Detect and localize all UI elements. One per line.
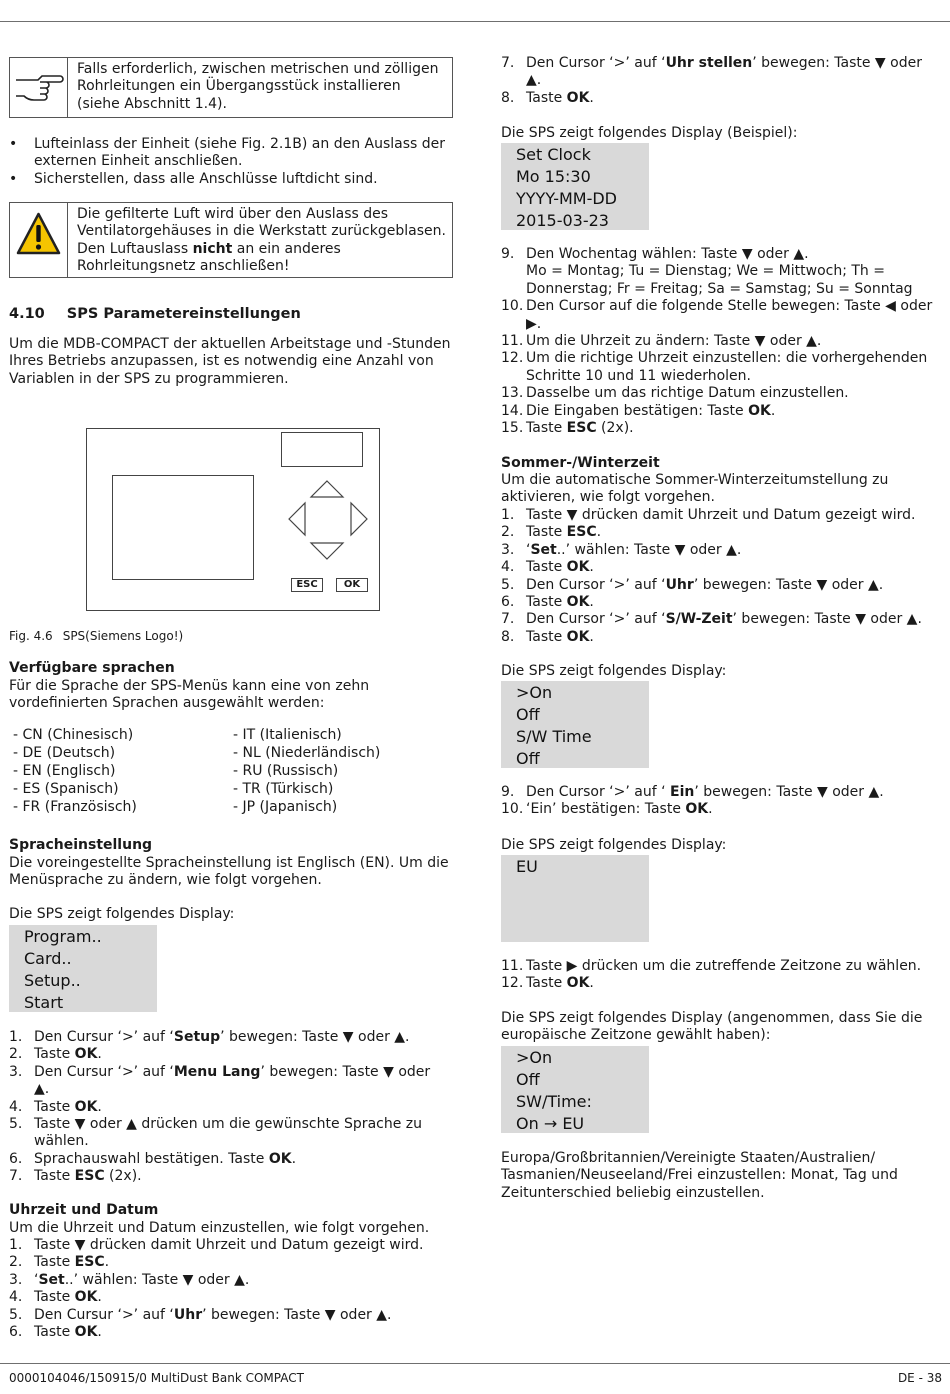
- display-line: Setup..: [24, 971, 81, 990]
- step-number: 3.: [9, 1271, 23, 1288]
- footer-rule: [0, 1363, 950, 1364]
- step-item: [9, 1046, 449, 1063]
- step-text: Taste ▼ drücken damit Uhrzeit und Datum gezeigt wird.: [526, 507, 916, 523]
- display-line: Start: [24, 993, 64, 1012]
- step-text: Taste ESC.: [526, 524, 602, 541]
- step-item: [501, 629, 941, 646]
- step-number: 4.: [9, 1098, 23, 1115]
- plc-screen: [112, 475, 254, 580]
- step-text: Den Wochentag wählen: Taste ▼ oder ▲. Mo = Montag; Tu = Dienstag; We = Mittwoch; Th = Donnerstag; Fr = Freitag; Sa = Samstag; Su = Sonntag: [526, 246, 913, 297]
- bullet-item: • Lufteinlass der Einheit (siehe Fig. 2.1B) an den Auslass der externen Einheit anschließen.: [9, 136, 454, 171]
- warning-icon: [10, 203, 68, 277]
- step-item: [501, 420, 941, 437]
- step-item: [9, 1064, 449, 1099]
- esc-button[interactable]: ESC: [291, 578, 323, 592]
- step-text: Taste ▼ drücken damit Uhrzeit und Datum gezeigt wird.: [34, 1237, 424, 1253]
- section-title: SPS Parametereinstellungen: [66, 306, 301, 322]
- warning-text-bold: nicht: [192, 240, 233, 257]
- figure-caption: [9, 628, 183, 645]
- display-label: Die SPS zeigt folgendes Display (angenommen, dass Sie die europäische Zeitzone gewählt haben):: [501, 1010, 923, 1044]
- display-line: SW/Time:: [516, 1092, 592, 1111]
- language-item: - EN (Englisch): [13, 763, 116, 779]
- step-number: 5.: [501, 576, 515, 593]
- date-time-steps-continued-2: [501, 246, 941, 437]
- step-item: [501, 350, 941, 385]
- step-number: 2.: [501, 524, 515, 541]
- display-label: Die SPS zeigt folgendes Display (Beispiel):: [501, 125, 798, 141]
- step-item: [501, 559, 941, 576]
- language-setting-heading: Spracheinstellung: [9, 837, 153, 853]
- step-number: 5.: [9, 1306, 23, 1323]
- step-item: [501, 611, 941, 628]
- step-text: Taste OK.: [526, 594, 594, 611]
- section-intro: Um die MDB-COMPACT der aktuellen Arbeitstage und -Stunden Ihres Betriebs anzupassen, ist es notwendig eine Anzahl von Variablen in der SPS zu programmieren.: [9, 336, 451, 387]
- step-text: Den Cursor ‘>’ auf ‘S/W-Zeit’ bewegen: Taste ▼ oder ▲.: [526, 611, 922, 628]
- languages-heading: Verfügbare sprachen: [9, 660, 175, 676]
- step-text: Sprachauswahl bestätigen. Taste OK.: [34, 1150, 297, 1167]
- display-line: EU: [516, 857, 538, 876]
- step-number: 13.: [501, 385, 524, 402]
- pointing-hand-icon: [10, 58, 68, 117]
- step-text: Taste ESC (2x).: [34, 1168, 142, 1185]
- step-item: [501, 524, 941, 541]
- step-item: [501, 958, 941, 975]
- language-item: - IT (Italienisch): [233, 727, 342, 743]
- bullet-list: [9, 136, 454, 188]
- summer-steps-continued-2: [501, 958, 941, 993]
- step-item: [501, 784, 941, 801]
- section-heading: [9, 306, 301, 323]
- display-line: Card..: [24, 949, 72, 968]
- step-number: 11.: [501, 333, 524, 350]
- step-text: Taste OK.: [34, 1098, 102, 1115]
- display-label: Die SPS zeigt folgendes Display:: [501, 837, 727, 853]
- step-number: 9.: [501, 246, 515, 262]
- plc-display-menu: [9, 925, 157, 1012]
- plc-display-clock: [501, 143, 649, 230]
- date-time-steps-continued: [501, 55, 941, 107]
- step-item: [9, 1116, 449, 1151]
- step-text: Die Eingaben bestätigen: Taste OK.: [526, 402, 776, 419]
- step-item: [9, 1289, 449, 1306]
- figure-caption-number: Fig. 4.6: [9, 629, 53, 643]
- step-text: Taste ESC.: [34, 1254, 110, 1271]
- step-item: [501, 542, 941, 559]
- step-text: Um die Uhrzeit zu ändern: Taste ▼ oder ▲.: [526, 333, 822, 350]
- display-line: 2015-03-23: [516, 211, 609, 230]
- language-setting-text: Die voreingestellte Spracheinstellung ist Englisch (EN). Um die Menüsprache zu ändern, wie folgt vorgehen.: [9, 855, 449, 889]
- step-number: 12.: [501, 975, 524, 992]
- step-item: [9, 1272, 449, 1289]
- step-text: Den Cursor ‘>’ auf ‘ Ein’ bewegen: Taste ▼ oder ▲.: [526, 784, 884, 800]
- step-item: [501, 403, 941, 420]
- note-box: [9, 57, 453, 118]
- step-item: [9, 1324, 449, 1341]
- plc-display-timezone: [501, 1046, 649, 1133]
- step-number: 15.: [501, 420, 524, 437]
- display-line: Program..: [24, 927, 102, 946]
- language-item: - JP (Japanisch): [233, 799, 338, 815]
- step-text: Taste ▶ drücken um die zutreffende Zeitzone zu wählen.: [526, 958, 922, 974]
- step-text: Den Cursor ‘>’ auf ‘Uhr’ bewegen: Taste ▼ oder ▲.: [526, 576, 884, 593]
- language-item: - FR (Französisch): [13, 799, 137, 815]
- step-text: Dasselbe um das richtige Datum einzustellen.: [526, 385, 849, 402]
- warning-text-pre: Die gefilterte Luft wird über den Auslass des Ventilatorgehäuses in die Werkstatt zurückgeblasen. Den Luftauslass: [77, 206, 446, 257]
- display-label: Die SPS zeigt folgendes Display:: [9, 906, 235, 922]
- languages-text: Für die Sprache der SPS-Menüs kann eine von zehn vordefinierten Sprachen ausgewählt werden:: [9, 678, 370, 712]
- step-number: 14.: [501, 402, 524, 419]
- step-item: [9, 1029, 449, 1046]
- date-time-text: Um die Uhrzeit und Datum einzustellen, wie folgt vorgehen.: [9, 1220, 430, 1236]
- display-line: Mo 15:30: [516, 167, 591, 186]
- step-number: 1.: [9, 1237, 23, 1253]
- display-line: Set Clock: [516, 145, 591, 164]
- step-text: Den Cursor ‘>’ auf ‘Uhr stellen’ bewegen: Taste ▼ oder ▲.: [526, 55, 922, 89]
- display-line: >On: [516, 683, 553, 702]
- display-label: Die SPS zeigt folgendes Display:: [501, 663, 727, 679]
- step-number: 6.: [501, 594, 515, 611]
- date-time-steps: [9, 1237, 449, 1341]
- step-number: 4.: [9, 1289, 23, 1306]
- step-number: 5.: [9, 1116, 23, 1133]
- step-number: 3.: [9, 1063, 23, 1080]
- step-number: 3.: [501, 541, 515, 558]
- step-item: [501, 594, 941, 611]
- display-line: Off: [516, 705, 540, 724]
- step-text: Den Cursur ‘>’ auf ‘Menu Lang’ bewegen: Taste ▼ oder ▲.: [34, 1063, 431, 1098]
- languages-list-1: [13, 727, 137, 817]
- language-item: - TR (Türkisch): [233, 781, 334, 797]
- section-number: 4.10: [9, 306, 45, 322]
- step-number: 10.: [501, 298, 524, 315]
- step-item: [9, 1237, 449, 1254]
- summer-text: Um die automatische Sommer-Winterzeitumstellung zu aktivieren, wie folgt vorgehen.: [501, 472, 889, 506]
- step-item: [9, 1254, 449, 1271]
- ok-button[interactable]: OK: [336, 578, 368, 592]
- closing-text: Europa/Großbritannien/Vereinigte Staaten/Australien/ Tasmanien/Neuseeland/Frei einzustellen: Monat, Tag und Zeitunterschied beliebig einzustellen.: [501, 1150, 898, 1201]
- language-item: - NL (Niederländisch): [233, 745, 381, 761]
- warning-text: [77, 206, 449, 276]
- step-item: [501, 507, 941, 524]
- date-time-heading: Uhrzeit und Datum: [9, 1202, 159, 1218]
- plc-arrow-keys: [283, 477, 371, 563]
- display-line: Off: [516, 1070, 540, 1089]
- step-number: 1.: [501, 507, 515, 523]
- step-text: Taste OK.: [34, 1324, 102, 1341]
- display-line: >On: [516, 1048, 553, 1067]
- step-text: Taste OK.: [34, 1046, 102, 1063]
- step-number: 7.: [501, 611, 515, 628]
- note-text: Falls erforderlich, zwischen metrischen und zölligen Rohrleitungen ein Übergangsstück installieren (siehe Abschnitt 1.4).: [77, 61, 439, 112]
- step-item: [501, 801, 941, 818]
- step-text: Den Cursur ‘>’ auf ‘Setup’ bewegen: Taste ▼ oder ▲.: [34, 1029, 410, 1045]
- step-item: [501, 975, 941, 992]
- step-number: 10.: [501, 801, 524, 818]
- language-item: - DE (Deutsch): [13, 745, 116, 761]
- display-line: YYYY-MM-DD: [516, 189, 617, 208]
- summer-steps: [501, 507, 941, 646]
- warning-text-post: an ein anderes Rohrleitungsnetz anschließen!: [77, 240, 341, 275]
- language-item: - RU (Russisch): [233, 763, 339, 779]
- step-number: 2.: [9, 1254, 23, 1271]
- step-item: [501, 246, 941, 298]
- summer-steps-continued: [501, 784, 941, 819]
- step-text: Taste OK.: [34, 1289, 102, 1306]
- plc-display-sw-time: [501, 681, 649, 768]
- step-number: 8.: [501, 628, 515, 645]
- step-text: Taste OK.: [526, 628, 594, 645]
- step-item: [9, 1307, 449, 1324]
- figure-caption-text: SPS(Siemens Logo!): [62, 629, 184, 643]
- step-item: [9, 1099, 449, 1116]
- step-text: ‘Ein’ bestätigen: Taste OK.: [526, 801, 713, 818]
- bullet-item: • Sicherstellen, dass alle Anschlüsse luftdicht sind.: [9, 171, 454, 188]
- plc-top-display: [281, 432, 363, 467]
- display-line: S/W Time: [516, 727, 592, 746]
- warning-box: [9, 202, 453, 278]
- footer-doc-id: 0000104046/150915/0 MultiDust Bank COMPACT: [9, 1371, 304, 1385]
- step-text: Taste OK.: [526, 559, 594, 576]
- step-text: Taste OK.: [526, 89, 594, 106]
- step-item: [501, 90, 941, 107]
- step-number: 11.: [501, 958, 524, 974]
- plc-figure: [86, 428, 380, 611]
- step-text: Taste ESC (2x).: [526, 420, 634, 437]
- step-number: 2.: [9, 1046, 23, 1063]
- step-text: Den Cursur ‘>’ auf ‘Uhr’ bewegen: Taste ▼ oder ▲.: [34, 1306, 392, 1323]
- step-text: Um die richtige Uhrzeit einzustellen: die vorhergehenden Schritte 10 und 11 wiederholen.: [526, 350, 928, 384]
- step-item: [501, 577, 941, 594]
- step-number: 8.: [501, 89, 515, 106]
- plc-display-eu: [501, 855, 649, 942]
- step-text: Taste ▼ oder ▲ drücken um die gewünschte Sprache zu wählen.: [34, 1116, 423, 1150]
- footer-page-number: DE - 38: [897, 1371, 942, 1385]
- language-steps: [9, 1029, 449, 1186]
- header-rule: [0, 21, 950, 22]
- step-text: Taste OK.: [526, 975, 594, 992]
- language-item: - ES (Spanisch): [13, 781, 119, 797]
- step-text: ‘Set..’ wählen: Taste ▼ oder ▲.: [34, 1271, 250, 1288]
- step-number: 9.: [501, 784, 515, 800]
- languages-list-2: [233, 727, 380, 817]
- step-number: 12.: [501, 350, 524, 367]
- step-item: [501, 298, 941, 333]
- step-number: 7.: [9, 1168, 23, 1185]
- display-line: Off: [516, 749, 540, 768]
- step-number: 7.: [501, 55, 515, 71]
- step-number: 1.: [9, 1029, 23, 1045]
- summer-heading: Sommer-/Winterzeit: [501, 455, 660, 471]
- step-item: [501, 55, 941, 90]
- step-text: ‘Set..’ wählen: Taste ▼ oder ▲.: [526, 541, 742, 558]
- display-line: On → EU: [516, 1114, 585, 1133]
- step-item: [9, 1168, 449, 1185]
- step-number: 6.: [9, 1324, 23, 1341]
- step-text: Den Cursor auf die folgende Stelle bewegen: Taste ◀ oder ▶.: [526, 298, 933, 332]
- language-item: - CN (Chinesisch): [13, 727, 134, 743]
- step-number: 6.: [9, 1150, 23, 1167]
- step-item: [501, 333, 941, 350]
- step-item: [501, 385, 941, 402]
- step-item: [9, 1151, 449, 1168]
- step-number: 4.: [501, 559, 515, 576]
